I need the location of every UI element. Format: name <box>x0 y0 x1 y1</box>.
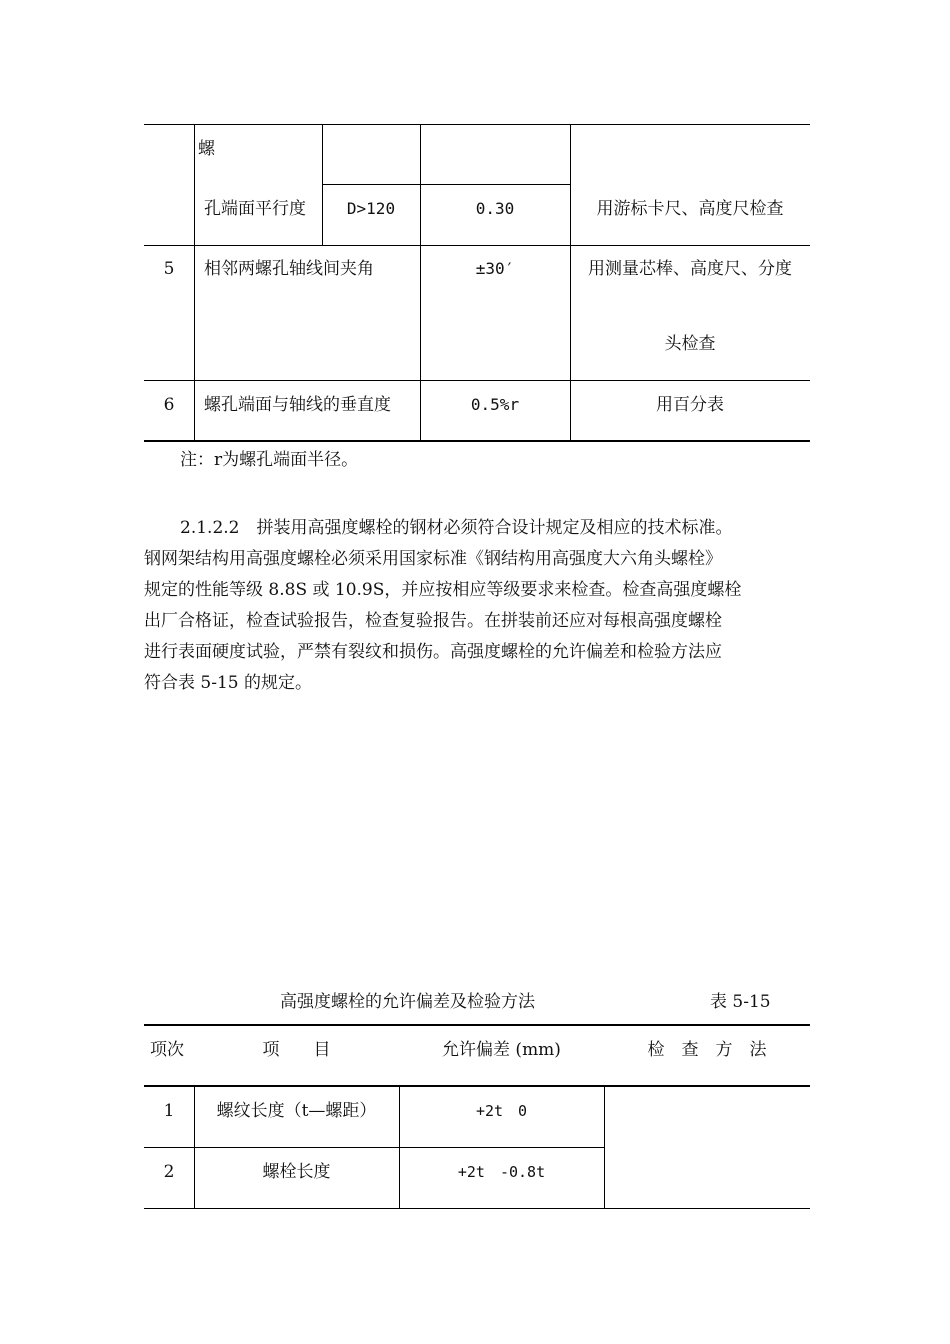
paragraph-line: 进行表面硬度试验，严禁有裂纹和损伤。高强度螺栓的允许偏差和检验方法应 <box>144 642 722 662</box>
table-2-row-tolerance: +2t 0 <box>475 1102 528 1120</box>
table-2-header-rule <box>144 1085 810 1087</box>
table-1-row-item: 螺孔端面与轴线的垂直度 <box>204 395 391 415</box>
table-2-row-item: 螺栓长度 <box>262 1162 331 1182</box>
body-paragraph <box>144 513 816 699</box>
table-2-header-item: 项 目 <box>262 1040 331 1060</box>
table-1-row-rule <box>144 380 810 381</box>
table-2-row-no: 2 <box>163 1162 175 1182</box>
paragraph-line: 2.1.2.2 拼装用高强度螺栓的钢材必须符合设计规定及相应的技术标准。 <box>180 518 733 538</box>
table-1-item-line2: 孔端面平行度 <box>204 199 306 219</box>
table-1-col-rule <box>194 124 195 442</box>
table-2-row-no: 1 <box>163 1101 175 1121</box>
table-1-row-tolerance: 0.5%r <box>470 395 520 414</box>
table-1-row-item: 相邻两螺孔轴线间夹角 <box>204 259 374 279</box>
table-2-row-rule <box>144 1147 194 1148</box>
paragraph-line: 规定的性能等级 8.8S 或 10.9S，并应按相应等级要求来检查。检查高强度螺栓 <box>144 580 742 600</box>
table-1-method: 用游标卡尺、高度尺检查 <box>596 199 784 219</box>
table-1-col-rule <box>322 124 323 245</box>
table-2-caption: 高强度螺栓的允许偏差及检验方法 <box>280 992 535 1012</box>
table-2-col-rule <box>604 1086 605 1209</box>
table-2-header-no: 项次 <box>150 1040 184 1060</box>
table-1-tolerance: 0.30 <box>475 199 515 218</box>
table-1-top-rule <box>144 124 810 125</box>
paragraph-line: 钢网架结构用高强度螺栓必须采用国家标准《钢结构用高强度大六角头螺栓》 <box>144 549 722 569</box>
table-1-row-tolerance: ±30′ <box>475 259 515 278</box>
table-2-row-tolerance: +2t -0.8t <box>457 1163 546 1181</box>
table-2-bottom-rule <box>144 1208 810 1209</box>
table-1-inner-rule <box>322 184 571 185</box>
table-1-row-method: 用百分表 <box>656 395 724 415</box>
table-2-number: 表 5-15 <box>710 992 771 1012</box>
table-1-note: 注：r为螺孔端面半径。 <box>180 450 359 470</box>
table-1-row-no: 5 <box>163 259 175 279</box>
table-2-top-rule <box>144 1024 810 1026</box>
paragraph-line: 出厂合格证，检查试验报告，检查复验报告。在拼装前还应对每根高强度螺栓 <box>144 611 722 631</box>
table-2-header-method: 检 查 方 法 <box>647 1040 767 1060</box>
table-1-bottom-rule <box>144 440 810 442</box>
table-1-row-no: 6 <box>163 395 175 415</box>
table-1-item-line1: 螺 <box>198 139 215 159</box>
paragraph-line: 符合表 5-15 的规定。 <box>144 673 312 693</box>
table-2-header-tolerance: 允许偏差 (mm) <box>442 1040 561 1060</box>
table-1-condition: D>120 <box>346 199 396 218</box>
table-1-row-method-line2: 头检查 <box>664 334 716 354</box>
table-2-row-item: 螺纹长度（t—螺距） <box>216 1101 377 1121</box>
table-1-row-method-line1: 用测量芯棒、高度尺、分度 <box>588 259 792 279</box>
table-1-row-rule <box>144 245 810 246</box>
